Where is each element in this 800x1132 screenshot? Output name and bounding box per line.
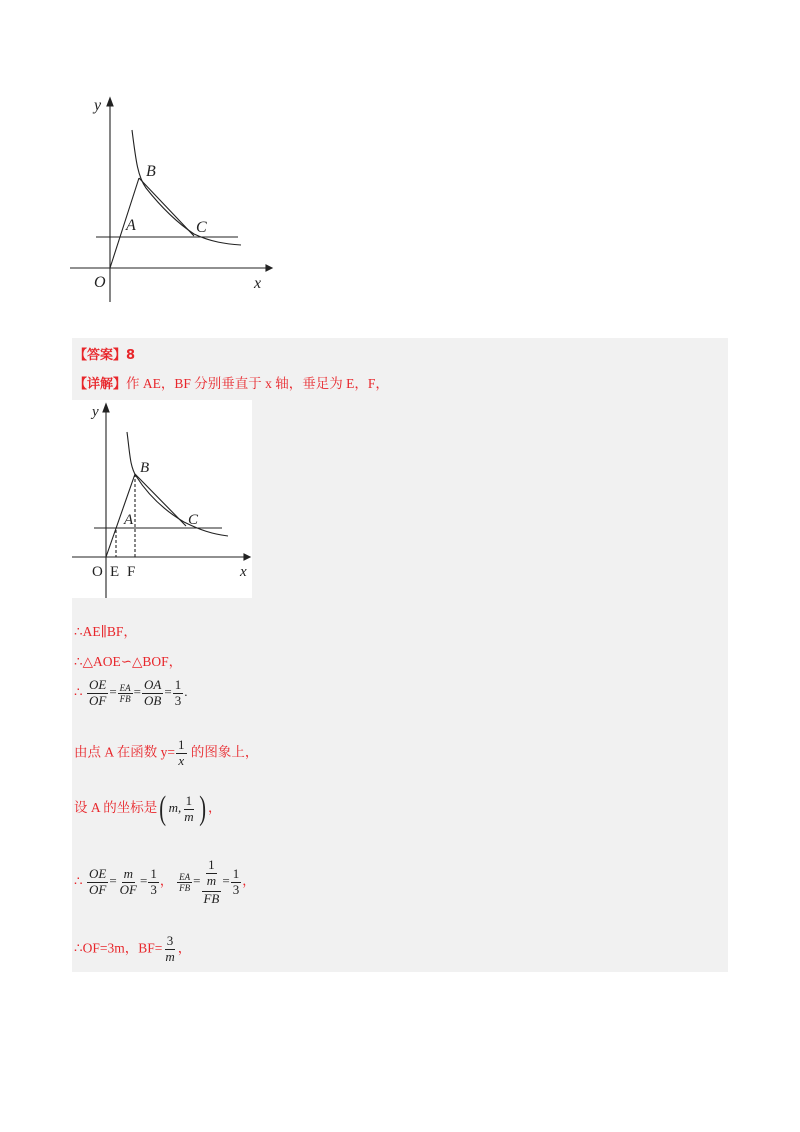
step-similar: ∴△AOE∽△BOF，: [74, 654, 183, 669]
equals-sign: =: [109, 684, 117, 700]
point-b-label: B: [146, 163, 156, 180]
y-label: y: [94, 97, 102, 114]
origin-label: O: [94, 274, 106, 291]
point-e-label: E: [110, 564, 120, 580]
step-result: [74, 934, 191, 965]
x-axis-arrow: [266, 265, 272, 271]
detail-text: 作 AE，BF 分别垂直于 x 轴，垂足为 E，F，: [126, 376, 389, 391]
answer-value: 8: [126, 348, 136, 363]
compound-fraction: $\frac{\frac{1}{m}}{FB}$: [203, 857, 220, 906]
therefore-symbol: ∴: [74, 873, 83, 889]
step-parallel: ∴AE∥BF，: [74, 624, 137, 639]
solution-panel: [72, 338, 728, 972]
step-coordinate: 设 A 的坐标是( m, $\frac{1}{m}$ ) ，: [74, 790, 222, 827]
origin-label: O: [92, 564, 103, 580]
step-result-pre: ∴OF=3m，BF=: [74, 940, 163, 956]
y-axis-arrow: [107, 98, 113, 106]
fraction-one-over-x: $\frac{1}{x}$: [178, 737, 185, 768]
step-coordinate-post: ，: [207, 799, 222, 815]
step-function-post: 的图象上，: [187, 744, 259, 760]
step-coordinate-pre: 设 A 的坐标是: [74, 799, 158, 815]
hyperbola-curve: [127, 432, 228, 536]
point-c-label: C: [188, 512, 199, 528]
y-label: y: [92, 404, 99, 420]
point-f-label: F: [127, 564, 136, 580]
therefore-symbol: ∴: [74, 684, 83, 700]
point-a-label: A: [126, 217, 136, 234]
step-function: [74, 738, 258, 769]
coordinate-figure-solution: [72, 400, 252, 598]
step-substitute: ∴ $\frac{OE}{OF}$ = $\frac{m}{OF}$ = $\frac{1}{3}$ ， $\frac{EA}{FB}$ = $\frac{\frac{1}{m}}{FB}$ = $\frac{1}{3}$ ，: [74, 857, 256, 906]
y-axis-arrow: [103, 404, 109, 412]
fraction-oa-ob: $\frac{OA}{OB}$: [144, 677, 162, 708]
point-a-label: A: [124, 512, 134, 528]
coordinate-figure-top: [66, 92, 276, 302]
answer-line: [74, 344, 135, 363]
segment-bc: [135, 474, 186, 526]
point-b-label: B: [140, 460, 150, 476]
x-label: x: [240, 564, 247, 580]
step-ratio: ∴ $\frac{OE}{OF}$ = $\frac{EA}{FB}$ = $\frac{OA}{OB}$ = $\frac{1}{3}$ .: [74, 677, 188, 708]
step-function-pre: 由点 A 在函数 y=: [74, 744, 175, 760]
fraction-one-over-m: $\frac{1}{m}$: [184, 792, 194, 824]
point-c-label: C: [196, 219, 207, 236]
answer-label: 【答案】: [74, 348, 127, 363]
x-axis-arrow: [244, 554, 250, 560]
segment-bc: [139, 178, 194, 236]
fraction-ea-fb: $\frac{EA}{FB}$: [119, 682, 131, 704]
x-label: x: [254, 275, 262, 292]
fraction-oe-of: $\frac{OE}{OF}$: [88, 677, 107, 708]
detail-label: 【详解】: [74, 377, 127, 392]
fraction-one-third: $\frac{1}{3}$: [174, 677, 182, 708]
fraction-three-over-m: $\frac{3}{m}$: [165, 933, 175, 964]
step-result-post: ，: [177, 940, 192, 956]
detail-line: [74, 372, 389, 392]
